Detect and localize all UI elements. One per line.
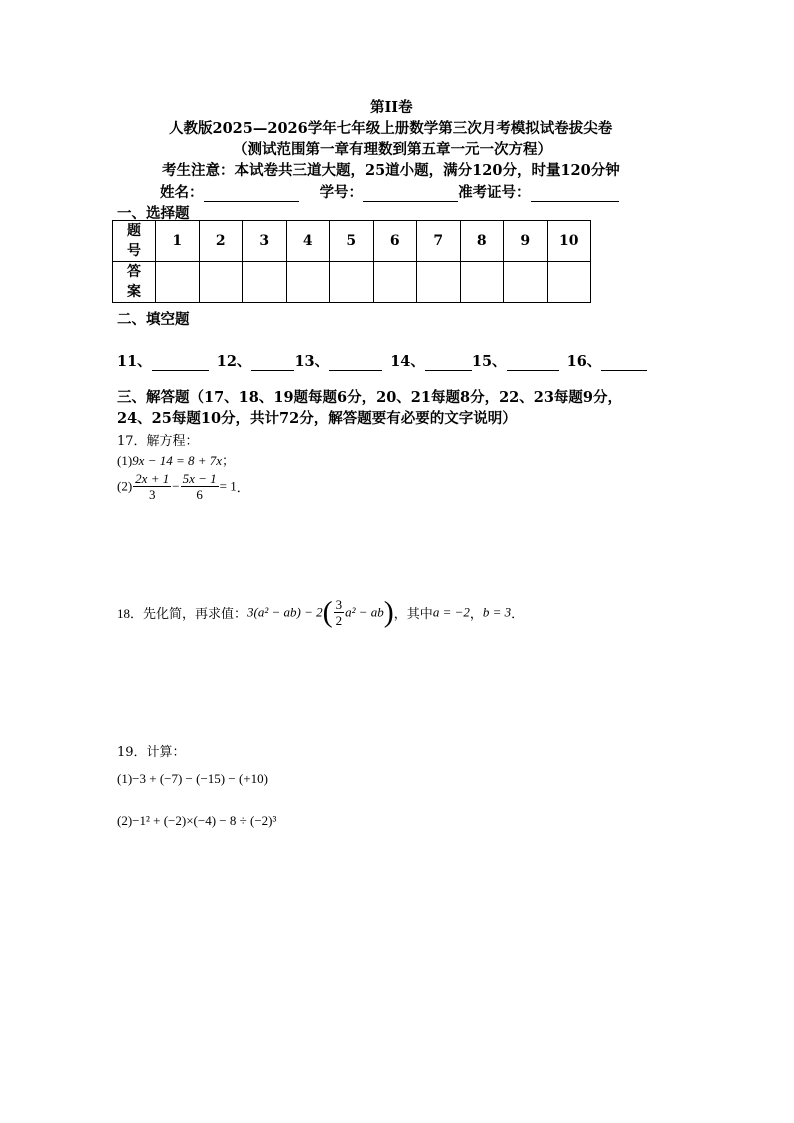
q19-part2: (2)−1² + (−2)×(−4) − 8 ÷ (−2)³ — [117, 813, 277, 828]
section-choice-title: 一、选择题 — [117, 205, 190, 222]
blank-label-16: 16、 — [566, 353, 602, 370]
q17-part1: (1)9x − 14 = 8 + 7x； — [117, 453, 236, 468]
answer-cell[interactable] — [460, 262, 504, 303]
answer-cell[interactable] — [330, 262, 374, 303]
question-number-cell: 8 — [460, 221, 504, 262]
q18-expr-a: 3(a² − ab) − 2 — [247, 604, 323, 620]
table-row — [113, 262, 591, 303]
section-solve-title: 三、解答题（17、18、19题每题6分，20、21每题8分，22、23每题9分， — [117, 389, 623, 406]
answer-cell[interactable] — [417, 262, 461, 303]
question-number-cell: 5 — [330, 221, 374, 262]
blank-14[interactable] — [425, 356, 472, 371]
exam-scope: （测试范围第一章有理数到第五章一元一次方程） — [233, 141, 552, 158]
q18-expr-b: a² − ab — [345, 604, 384, 620]
q17-stem: 17．解方程： — [117, 434, 199, 449]
volume-title: 第II卷 — [370, 99, 413, 116]
q19-part1: (1)−3 + (−7) − (−15) − (+10) — [117, 771, 268, 786]
blank-label-13: 13、 — [294, 353, 330, 370]
name-label: 姓名： — [160, 184, 204, 201]
fill-blank-row — [117, 350, 647, 371]
exam-notice: 考生注意：本试卷共三道大题，25道小题，满分120分，时量120分钟 — [162, 162, 620, 179]
answer-cell[interactable] — [156, 262, 200, 303]
row-label-number: 题号 — [113, 221, 156, 262]
q18-stem: 18．先化简，再求值： — [117, 606, 248, 621]
question-number-cell: 2 — [199, 221, 243, 262]
exam-number-blank[interactable] — [531, 187, 619, 202]
q18-condition-b: b = 3 — [482, 604, 512, 620]
answer-cell[interactable] — [286, 262, 330, 303]
student-id-label: 学号： — [319, 184, 364, 201]
q17-fraction-1: $\frac{2x + 1}{3}$ — [135, 471, 170, 502]
answer-cell[interactable] — [199, 262, 243, 303]
student-info-row — [160, 181, 619, 202]
question-number-cell: 3 — [243, 221, 287, 262]
q19-stem: 19．计算： — [117, 745, 186, 760]
student-id-blank[interactable] — [363, 187, 458, 202]
question-number-cell: 4 — [286, 221, 330, 262]
blank-16[interactable] — [601, 356, 647, 371]
blank-13[interactable] — [329, 356, 382, 371]
section-solve-title-cont: 24、25每题10分，共计72分，解答题要有必要的文字说明） — [117, 410, 517, 427]
blank-15[interactable] — [507, 356, 559, 371]
exam-title: 人教版2025—2026学年七年级上册数学第三次月考模拟试卷拔尖卷 — [169, 120, 613, 137]
q17-part1-equation: 9x − 14 = 8 + 7x — [132, 453, 223, 468]
name-blank[interactable] — [204, 187, 299, 202]
question-number-cell: 1 — [156, 221, 200, 262]
question-number-cell: 10 — [547, 221, 591, 262]
answer-table — [112, 220, 591, 303]
q18-condition-a: a = −2 — [432, 604, 470, 620]
answer-cell[interactable] — [373, 262, 417, 303]
table-row — [113, 221, 591, 262]
question-number-cell: 9 — [504, 221, 548, 262]
blank-label-14: 14、 — [390, 353, 425, 370]
blank-label-12: 12、 — [216, 353, 252, 370]
blank-label-15: 15、 — [471, 353, 507, 370]
blank-11[interactable] — [152, 356, 209, 371]
exam-number-label: 准考证号： — [458, 184, 531, 201]
answer-cell[interactable] — [243, 262, 287, 303]
blank-12[interactable] — [251, 356, 294, 371]
question-number-cell: 7 — [417, 221, 461, 262]
q17-part2: (2) $\frac{2x + 1}{3}$ − $\frac{5x - 1}{6}$ = 1． — [117, 471, 250, 502]
q17-fraction-2: $\frac{5x - 1}{6}$ — [182, 471, 217, 502]
q18-question: 18．先化简，再求值：3(a² − ab) − 2( $\frac{3}{2}$ a² − ab)，其中a = −2，b = 3． — [117, 595, 525, 629]
section-fill-title: 二、填空题 — [117, 311, 190, 328]
q18-fraction: $\frac{3}{2}$ — [335, 597, 343, 628]
blank-label-11: 11、 — [117, 353, 152, 370]
row-label-answer: 答案 — [113, 262, 156, 303]
answer-cell[interactable] — [504, 262, 548, 303]
answer-cell[interactable] — [547, 262, 591, 303]
question-number-cell: 6 — [373, 221, 417, 262]
